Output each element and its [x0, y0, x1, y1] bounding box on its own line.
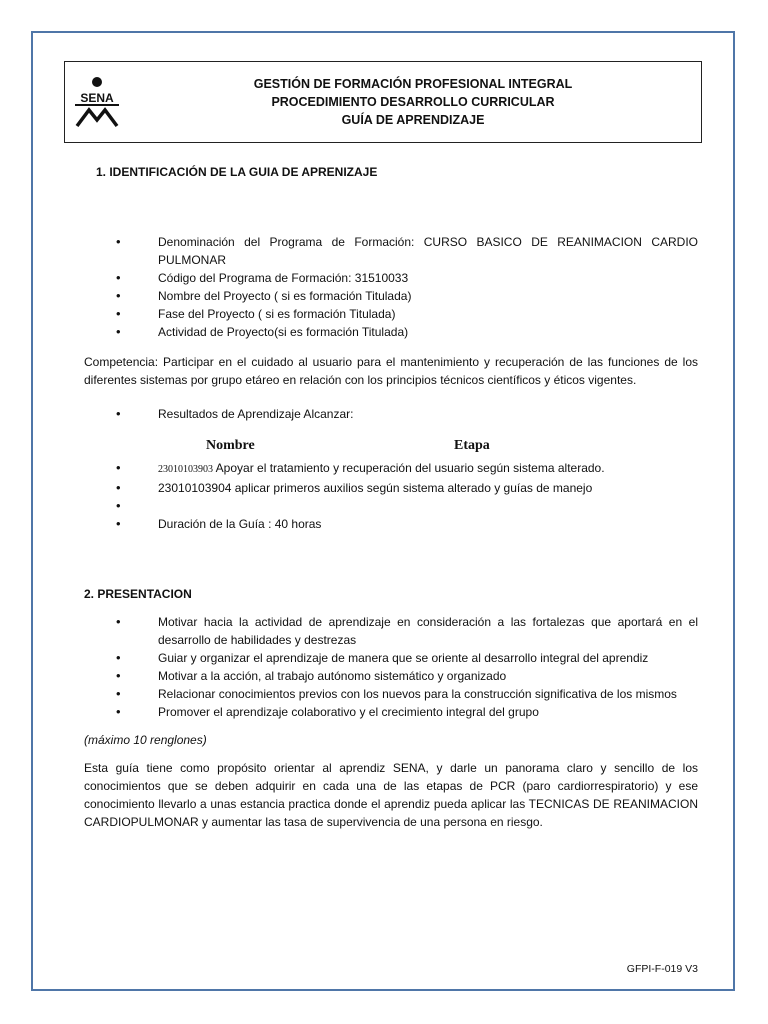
column-nombre: Nombre — [206, 438, 255, 453]
document-header — [64, 61, 702, 143]
list-item: • Fase del Proyecto ( si es formación Titulada) — [96, 305, 698, 323]
results-list — [96, 459, 698, 533]
results-column-headers — [96, 437, 698, 457]
header-line-1: GESTIÓN DE FORMACIÓN PROFESIONAL INTEGRAL — [253, 77, 573, 91]
list-item: • Código del Programa de Formación: 31510033 — [96, 269, 698, 287]
logo-text: SENA — [80, 91, 114, 105]
document-body — [84, 163, 698, 831]
list-item: • Actividad de Proyecto(si es formación Titulada) — [96, 323, 698, 341]
list-item: • Relacionar conocimientos previos con los nuevos para la construcción significativa de los mismos — [96, 685, 698, 703]
result-code: 23010103903 — [158, 464, 213, 475]
list-item: • Guiar y organizar el aprendizaje de manera que se oriente al desarrollo integral del aprendiz — [96, 649, 698, 667]
list-item: • Duración de la Guía : 40 horas — [96, 515, 698, 533]
list-item: • Motivar hacia la actividad de aprendizaje en consideración a las fortalezas que aportará en el desarrollo de habilidades y destrezas — [96, 613, 698, 649]
sena-logo-icon — [69, 76, 125, 130]
max-lines-note: (máximo 10 renglones) — [84, 733, 207, 747]
list-item: • Promover el aprendizaje colaborativo y el crecimiento integral del grupo — [96, 703, 698, 721]
list-item — [96, 459, 698, 479]
list-item: • Denominación del Programa de Formación: CURSO BASICO DE REANIMACION CARDIO PULMONAR — [96, 233, 698, 269]
competencia-paragraph: Competencia: Participar en el cuidado al usuario para el mantenimiento y recuperación de las funciones de los diferentes sistemas por grupo etáreo en relación con los principios técnicos científicos y éticos vigentes. — [84, 355, 698, 387]
section-1-title: 1. IDENTIFICACIÓN DE LA GUIA DE APRENIZAJE — [96, 165, 378, 179]
list-item: • Resultados de Aprendizaje Alcanzar: — [96, 405, 698, 423]
resultados-list — [96, 405, 698, 423]
list-item: • 23010103904 aplicar primeros auxilios según sistema alterado y guías de manejo — [96, 479, 698, 497]
section-2-title: 2. PRESENTACION — [84, 587, 192, 601]
header-line-3: GUÍA DE APRENDIZAJE — [341, 113, 485, 127]
list-item: • Nombre del Proyecto ( si es formación Titulada) — [96, 287, 698, 305]
identification-list — [96, 233, 698, 341]
list-item — [96, 497, 698, 515]
list-item: • Motivar a la acción, al trabajo autónomo sistemático y organizado — [96, 667, 698, 685]
column-etapa: Etapa — [454, 438, 490, 453]
header-line-2: PROCEDIMIENTO DESARROLLO CURRICULAR — [271, 95, 555, 109]
presentation-list — [96, 613, 698, 721]
form-code: GFPI-F-019 V3 — [626, 963, 698, 975]
presentation-paragraph: Esta guía tiene como propósito orientar al aprendiz SENA, y darle un panorama claro y sencillo de los conocimientos que se deben adquirir en cada una de las etapas de PCR (paro cardiorrespiratorio) y ese conocimiento llevarlo a unas estancia practica donde el aprendiz pueda aplicar las TECNICAS DE REANIMACION CARDIOPULMONAR y aumentar las tasa de supervivencia de una persona en riesgo. — [84, 761, 698, 829]
result-text: Apoyar el tratamiento y recuperación del usuario según sistema alterado. — [213, 461, 605, 475]
